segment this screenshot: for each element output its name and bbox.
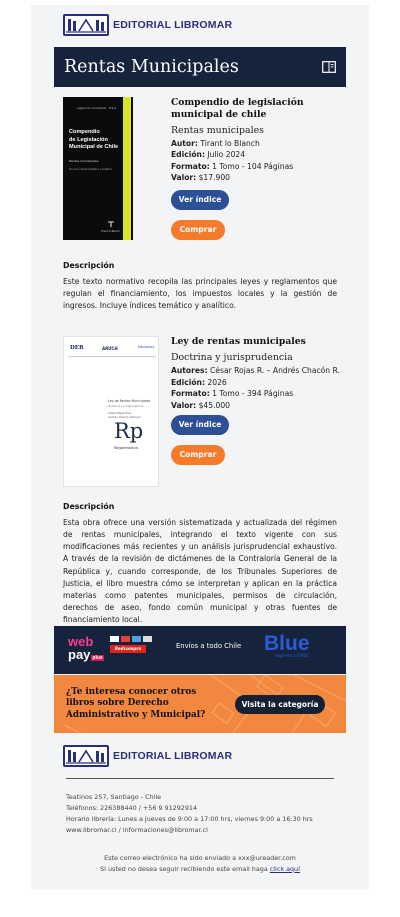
cover-title: Ley de Rentas Municipales [108,399,151,403]
diners-icon [143,636,152,642]
shipping-strip [54,626,346,674]
category-promo [54,675,346,733]
product-subtitle: Doctrina y jurisprudencia [171,352,293,364]
cover-divider [68,356,156,357]
cover-logo-ediciones: Ediciones [138,345,155,349]
brand-name: EDITORIAL LIBROMAR [113,750,233,762]
product-description: Este texto normativo recopila las principales leyes y reglamentos que regulan el financiamiento, los impuestos locales y la gestión de ingresos. Incluye índices temático y analítico. [63,277,337,311]
detail-edition: Edición: Julio 2024 [171,150,246,160]
visa-icon [110,636,119,642]
mastercard-icon [121,636,130,642]
blue-express-logo: Blue express COPEC [264,632,310,659]
cover-author-1: César Rojas Ríos [108,411,132,415]
footer-divider [66,778,334,779]
detail-price: Valor: $45.000 [171,401,231,411]
book-open-icon [322,61,336,73]
shipping-text: Envíos a todo Chile [176,642,242,650]
cover-stripe [123,97,131,240]
cover-title: Compendio de Legislación Municipal de Chile [69,129,119,151]
description-heading: Descripción [63,502,115,511]
book-cover-ley-rentas[interactable] [63,336,159,487]
webpay-logo: web pay plus [68,634,103,662]
product-title[interactable]: Ley de rentas municipales [171,336,306,347]
product-title[interactable]: Compendio de legislación municipal de chile [171,97,304,121]
contact-hours: Horario librería: Lunes a jueves de 9:00 a 17:00 hrs, viernes 9:00 a 16:30 hrs [66,814,313,823]
unsubscribe-link[interactable]: click aquí [269,864,300,873]
detail-format: Formato: 1 Tomo - 104 Páginas [171,161,294,171]
cover-publisher: Tirant lo Blanch [101,230,120,233]
promo-question: ¿Te interesa conocer otros libros sobre Derecho Administrativo y Municipal? [66,687,206,720]
book-cover-compendio[interactable] [63,97,133,240]
product-details [171,365,346,411]
banner-title: Rentas Municipales [64,57,239,77]
contact-web[interactable]: www.libromar.cl / informaciones@libromar.cl [66,825,208,834]
buy-button[interactable]: Comprar [171,445,225,465]
view-index-button[interactable]: Ver índice [171,190,229,210]
brand-name: EDITORIAL LIBROMAR [113,19,233,31]
cover-author-2: Andrés Chacón Romero [108,415,141,419]
buy-button[interactable]: Comprar [171,220,225,240]
contact-address: Teatinos 257, Santiago - Chile [66,793,162,801]
product-info-2 [171,336,346,465]
cover-rp-mark: Rp [114,419,144,443]
detail-price: Valor: $17.900 [171,173,231,183]
contact-info [66,792,313,836]
detail-edition: Edición: 2026 [171,377,227,387]
bookshelf-icon [63,14,109,36]
product-description: Esta obra ofrece una versión sistematizada y actualizada del régimen de rentas municipales, integrando el texto vigente con sus modificaciones más recientes y un análisis jurisprudencial exhaustivo. A través de la revisión de dictámenes de la Contraloría General de la República y, cuando corresponde, de los Tribunales Superiores de Justicia, el libro muestra cómo se interpretan y aplican en la práctica materias como patentes municipales, permisos de circulación, derechos de aseo, fondo común municipal y otras fuentes de financiamiento local. [63,518,337,625]
bookshelf-icon [63,745,109,767]
contact-phones: Teléfonos: 226388440 / +56 9 91292914 [66,803,198,812]
category-banner [54,47,346,87]
detail-format: Formato: 1 Tomo - 394 Páginas [171,389,294,399]
description-heading: Descripción [63,261,115,270]
cover-note: Con sus índices temático y analítico [69,168,112,171]
cover-logo-aruch: ARUCH [102,346,118,351]
brand-logo-footer[interactable] [63,745,232,767]
notice-unsubscribe: Si usted no desea seguir recibiendo este email haga click aquí [100,864,300,873]
cover-series: Rentas municipales [69,159,99,163]
card-brand-icons [110,636,152,642]
brand-logo[interactable] [63,14,232,36]
detail-author: Autor: Tirant lo Blanch [171,138,260,148]
cover-subtitle: Doctrina y jurisprudencia [108,404,144,408]
redcompra-logo: Redcompra [110,645,146,653]
product-subtitle: Rentas municipales [171,124,264,136]
detail-authors: Autores: César Rojas R. – Andrés Chacón R. [171,366,340,376]
unsubscribe-notice [31,853,369,874]
cover-top-label: Legislación Comentada · Tirant [77,107,116,110]
cover-logo-der: DER [70,345,84,351]
view-index-button[interactable]: Ver índice [171,415,229,435]
product-details [171,138,346,184]
cover-mark-caption: Repertorios [114,445,138,450]
notice-sent-to: Este correo electrónico ha sido enviado a xxx@ureader.com [104,854,296,862]
product-info-1 [171,97,346,240]
visit-category-button[interactable]: Visita la categoría [235,695,325,714]
amex-icon [132,636,141,642]
publisher-mark-icon: ⊤ [107,219,115,229]
